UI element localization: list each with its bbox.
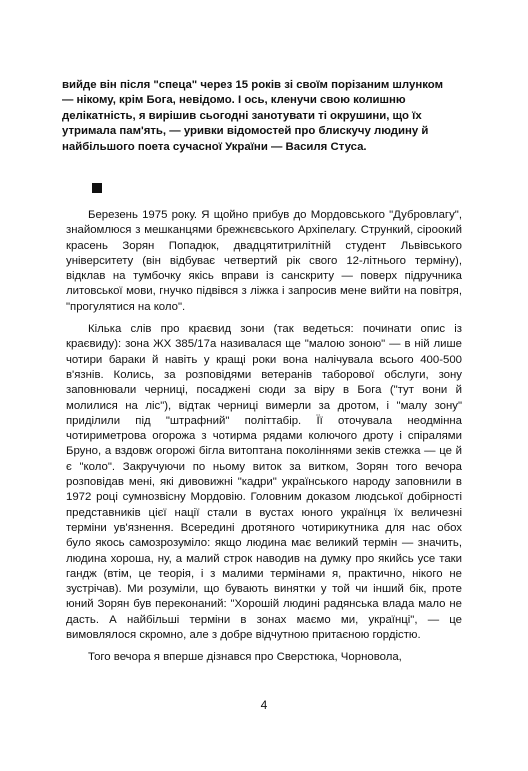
- intro-line: вийде він після "спеца" через 15 років зі своїм порізаним шлунком: [62, 79, 444, 91]
- page-number: 4: [260, 698, 268, 712]
- intro-paragraph: [62, 78, 466, 155]
- main-text: [66, 208, 462, 673]
- paragraph: Кілька слів про краєвид зони (так ведеться: починати опис із краєвиду): зона ЖХ 385/17а називалася ще "малою зоною" — в ній лише чотири бараки й навіть у кращі роки вона налічувала всього 400-500 в'язнів. Колись, за розповідями ветеранів таборової обслуги, зону заповнювали черниці, посаджені сюди за віру в Бога ("тут вони й молилися на ліс"), відтак черниці вимерли за дротом, і "малу зону" приділили під "штрафний" політтабір. Її оточувала неодмінна чотириметрова огорожа з чотирма рядами колючого дроту і спіралями Бруно, а вздовж огорожі бігла витоптана поколіннями зеків стежка — це й є "коло". Закручуючи по ньому виток за витком, Зорян того вечора розповідав мені, які дивовижні "кадри" українського народу заповнили в 1972 році сумнозвісну Мордовію. Головним доказом людської добірності представників цієї нації стали в вустах юного українця їх величезні терміни ув'язнення. Всередині дротяного чотирикутника для нас обох було якось самозрозуміло: якщо людина має великий термін — значить, людина хороша, ну, а малий строк наводив на думку про якийсь усе таки гандж (втім, це теорія, і з малими термінами я, практично, нікого не зустрічав). Ми розуміли, що бувають винятки у той чи інший бік, проте юний Зорян був переконаний: "Хорошій людині радянська влада мало не дасть. А найбільші терміни в зонах маємо ми, українці", — це вимовлялося скромно, але з добре відчутною притаєною гордістю.: [66, 323, 462, 642]
- intro-line: найбільшого поета сучасної України — Василя Стуса.: [62, 140, 367, 153]
- paragraph: Того вечора я вперше дізнався про Сверстюка, Чорновола,: [88, 651, 402, 664]
- intro-line: — нікому, крім Бога, невідомо. І ось, кленучи свою колишню: [62, 94, 406, 107]
- paragraph: Березень 1975 року. Я щойно прибув до Мордовського "Дубровлагу", знайомлюся з мешканцями брежнєвського Архіпелагу. Стрункий, сіроокий красень Зорян Попадюк, двадцятитрилітній студент Львівського університету (він відбуває четвертий рік свого 12-літнього терміну), відклав на тумбочку якісь вправи із санскриту — поверх підручника литовської мови, гнучко підвівся з ліжка і запросив мене вийти на повітря, "прогулятися на коло".: [66, 209, 462, 313]
- section-marker-square-icon: [92, 183, 102, 193]
- intro-line: утримала пам'ять, — уривки відомостей про блискучу людину й: [62, 125, 429, 138]
- intro-line: делікатність, я вирішив сьогодні занотувати ті окрушини, що їх: [62, 109, 422, 122]
